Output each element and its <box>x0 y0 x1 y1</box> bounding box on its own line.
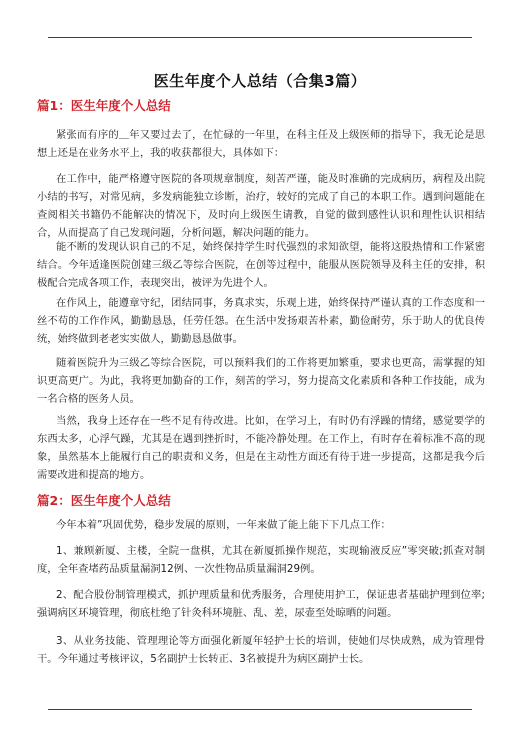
header-rule <box>48 37 472 38</box>
section-heading-2: 篇2：医生年度个人总结 <box>37 493 171 508</box>
footer-rule <box>48 709 472 710</box>
section-heading-1: 篇1：医生年度个人总结 <box>37 98 171 113</box>
paragraph: 1、兼顾新厦、主楼，全院一盘棋，尤其在新厦抓操作规范，实现输液反应”零突破;抓查对制度，全年查堵药品质量漏洞12例、一次性物品质量漏洞29例。 <box>37 545 485 575</box>
paragraph: 2、配合股份制管理模式，抓护理质量和优秀服务，合理使用护工，保证患者基础护理到位率;强调病区环境管理，彻底杜绝了针灸科环境脏、乱、差，尿壶至处晾晒的问题。 <box>37 589 485 619</box>
paragraph: 能不断的发现认识自己的不足，始终保持学生时代强烈的求知欲望，能将这股热情和工作紧密结合。今年适逢医院创建三级乙等综合医院，在创等过程中，能服从医院领导及科主任的安排，积极配合完成各项工作，表现突出，被评为先进个人。 <box>37 241 485 289</box>
paragraph: 当然，我身上还存在一些不足有待改进。比如，在学习上，有时仍有浮躁的情绪，感觉要学的东西太多，心浮气躁，尤其是在遇到挫折时，不能冷静处理。在工作上，有时存在着标准不高的现象，虽然基本上能履行自己的职责和义务，但是在主动性方面还有待于进一步提高，这都是我今后需要改进和提高的地方。 <box>37 415 485 481</box>
paragraph: 在工作中，能严格遵守医院的各项规章制度，刻苦严谨，能及时准确的完成病历，病程及出院小结的书写，对常见病，多发病能独立诊断，治疗，较好的完成了自己的本职工作。遇到问题能在查阅相关书籍仍不能解决的情况下，及时向上级医生请教，自觉的做到感性认识和理性认识相结合，从而提高了自己发现问题，分析问题，解决问题的能力。 <box>37 173 485 239</box>
paragraph: 在作风上，能遵章守纪，团结同事，务真求实，乐观上进，始终保持严谨认真的工作态度和一丝不苟的工作作风，勤勤恳恳，任劳任怨。在生活中发扬艰苦朴素，勤俭耐劳，乐于助人的优良传统，始终做到老老实实做人，勤勤恳恳做事。 <box>37 297 485 345</box>
paragraph: 紧张而有序的＿年又要过去了，在忙碌的一年里，在科主任及上级医师的指导下，我无论是思想上还是在业务水平上，我的收获都很大，具体如下： <box>37 129 485 159</box>
paragraph: 今年本着”巩固优势，稳步发展的原则，一年来做了能上能下下几点工作： <box>56 519 391 531</box>
paragraph: 随着医院升为三级乙等综合医院，可以预料我们的工作将更加繁重，要求也更高，需掌握的知识更高更广。为此，我将更加勤奋的工作，刻苦的学习，努力提高文化素质和各种工作技能，成为一名合格的医务人员。 <box>37 357 485 405</box>
paragraph: 3、从业务技能、管理理论等方面强化新厦年轻护士长的培训，使她们尽快成熟，成为管理骨干。今年通过考核评议，5名副护士长转正、3名被提升为病区副护士长。 <box>37 635 485 665</box>
page-title: 医生年度个人总结（合集3篇） <box>153 72 367 90</box>
